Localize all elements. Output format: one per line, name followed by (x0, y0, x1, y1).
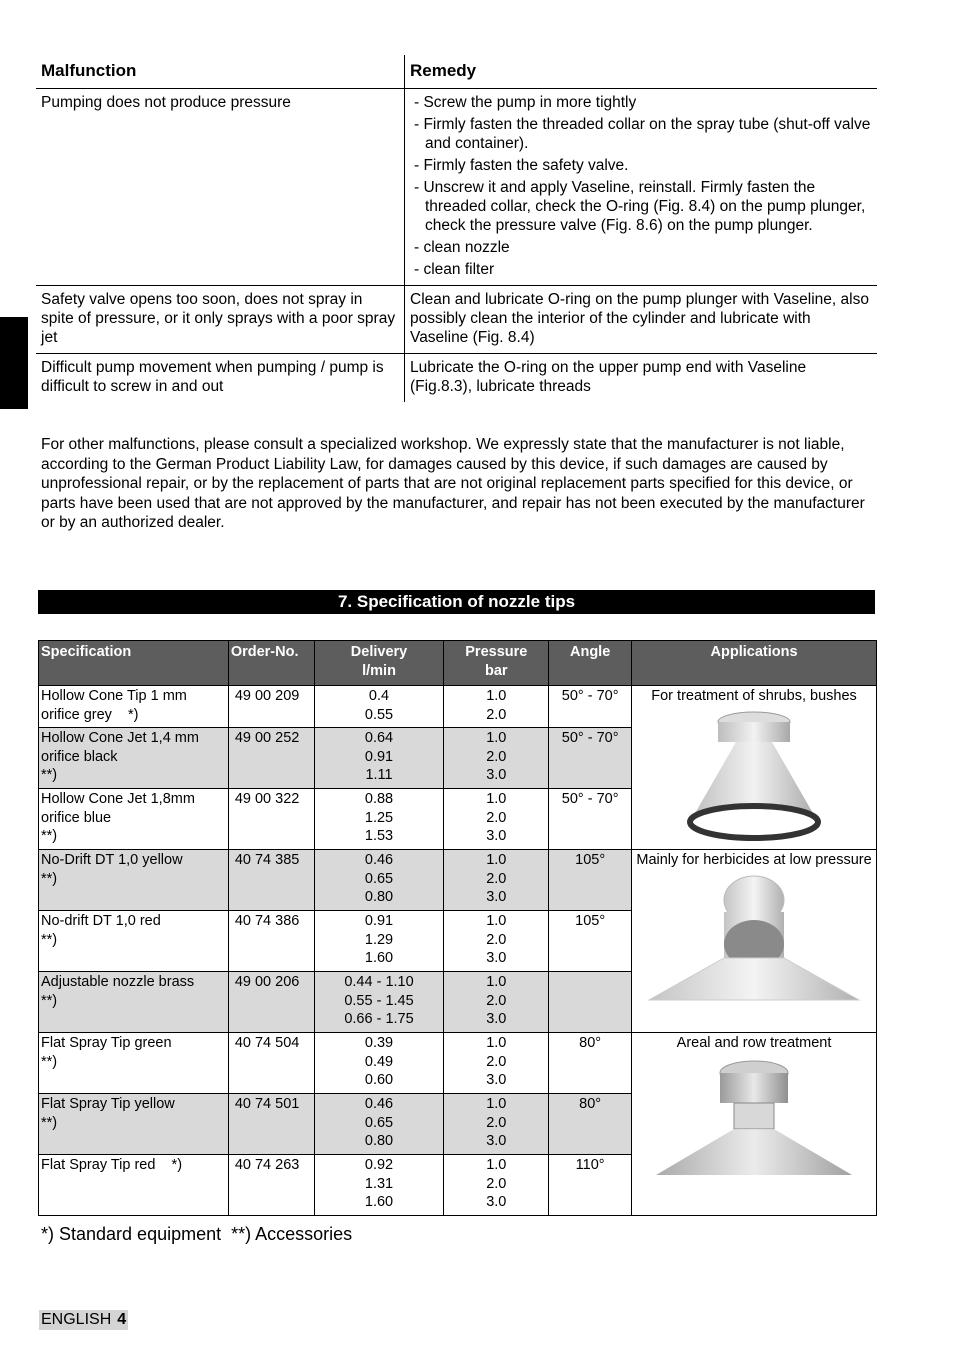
page-number: 4 (117, 1311, 127, 1328)
delivery-cell (314, 686, 444, 728)
order-no-cell: 49 00 322 (228, 789, 314, 850)
spec-line: Adjustable nozzle brass (41, 974, 195, 990)
delivery-value: 0.80 (364, 889, 394, 905)
remedy-item: - Screw the pump in more tightly (414, 94, 637, 111)
section-title: 7. Specification of nozzle tips (38, 590, 875, 614)
pressure-value: 1.0 (486, 1157, 507, 1173)
malfunction-cell: Difficult pump movement when pumping / pump is difficult to screw in and out (41, 359, 384, 395)
spec-cell (39, 686, 229, 728)
pressure-value: 1.0 (486, 1035, 507, 1051)
pressure-value: 1.0 (486, 791, 507, 807)
pressure-value: 1.0 (486, 730, 507, 746)
delivery-value: 0.80 (364, 1133, 394, 1149)
pressure-header-unit: bar (485, 662, 508, 679)
delivery-cell (314, 728, 444, 789)
delivery-cell (314, 850, 444, 911)
order-no-cell: 40 74 263 (228, 1155, 314, 1216)
spec-cell (39, 1155, 229, 1216)
order-no-cell: 40 74 501 (228, 1094, 314, 1155)
delivery-header-unit: l/min (362, 662, 396, 679)
malfunction-row (36, 286, 877, 354)
malfunction-row (36, 354, 877, 403)
spec-line: Flat Spray Tip yellow (41, 1096, 175, 1112)
angle-header: Angle (549, 641, 632, 686)
delivery-value: 0.66 - 1.75 (344, 1011, 414, 1027)
side-thumb-tab (0, 317, 28, 409)
nozzle-row (39, 850, 877, 911)
application-cell (632, 1033, 877, 1216)
pressure-value: 3.0 (486, 1011, 507, 1027)
remedy-item: - clean nozzle (414, 239, 510, 256)
angle-cell (549, 972, 632, 1033)
delivery-header-label: Delivery (350, 644, 408, 660)
footnote: *) Standard equipment **) Accessories (41, 1224, 353, 1244)
angle-cell: 105° (549, 850, 632, 911)
delivery-header (314, 641, 444, 686)
page-language: ENGLISH (41, 1311, 112, 1328)
remedy-cell (405, 89, 878, 286)
no-drift-nozzle-icon (644, 874, 864, 1002)
delivery-value: 0.46 (364, 852, 394, 868)
pressure-value: 3.0 (486, 828, 507, 844)
angle-cell: 50° - 70° (549, 686, 632, 728)
spec-line: Flat Spray Tip red *) (41, 1157, 183, 1173)
delivery-cell (314, 1033, 444, 1094)
delivery-value: 0.88 (364, 791, 394, 807)
spec-line: Hollow Cone Jet 1,8mm (41, 791, 195, 807)
spec-line: Hollow Cone Jet 1,4 mm (41, 730, 199, 746)
order-no-cell: 40 74 504 (228, 1033, 314, 1094)
application-cell (632, 850, 877, 1033)
pressure-cell (444, 686, 549, 728)
delivery-cell (314, 789, 444, 850)
pressure-cell (444, 1033, 549, 1094)
delivery-cell (314, 1094, 444, 1155)
spec-cell (39, 1033, 229, 1094)
malfunction-cell: Safety valve opens too soon, does not spray in spite of pressure, or it only sprays with a poor spray jet (36, 286, 405, 354)
pressure-value: 2.0 (486, 870, 507, 887)
angle-cell: 50° - 70° (549, 789, 632, 850)
pressure-value: 1.0 (486, 974, 507, 990)
pressure-value: 3.0 (486, 950, 507, 966)
delivery-value: 0.55 (364, 706, 394, 723)
malfunction-table (36, 55, 877, 402)
spec-line: **) (41, 992, 58, 1009)
pressure-value: 3.0 (486, 889, 507, 905)
delivery-cell (314, 972, 444, 1033)
delivery-value: 1.60 (364, 1194, 394, 1210)
delivery-value: 1.25 (364, 809, 394, 826)
order-no-cell: 40 74 385 (228, 850, 314, 911)
pressure-value: 2.0 (486, 1175, 507, 1192)
angle-cell: 80° (549, 1033, 632, 1094)
delivery-value: 1.31 (364, 1175, 394, 1192)
malfunction-cell: Pumping does not produce pressure (36, 89, 405, 286)
applications-header: Applications (632, 641, 877, 686)
pressure-value: 2.0 (486, 1114, 507, 1131)
angle-cell: 105° (549, 911, 632, 972)
delivery-value: 0.55 - 1.45 (344, 992, 414, 1009)
delivery-value: 0.92 (364, 1157, 394, 1173)
pressure-cell (444, 850, 549, 911)
angle-cell: 80° (549, 1094, 632, 1155)
delivery-value: 0.65 (364, 870, 394, 887)
order-no-cell: 49 00 209 (228, 686, 314, 728)
delivery-value: 0.4 (368, 688, 390, 704)
spec-line: No-Drift DT 1,0 yellow (41, 852, 183, 868)
pressure-cell (444, 911, 549, 972)
spec-line: **) (41, 931, 58, 948)
nozzle-header-row (39, 641, 877, 686)
delivery-value: 0.44 - 1.10 (344, 974, 414, 990)
flat-spray-nozzle-icon (654, 1057, 854, 1181)
application-text: Areal and row treatment (676, 1035, 832, 1051)
spec-cell (39, 850, 229, 911)
spec-line: No-drift DT 1,0 red (41, 913, 161, 929)
order-no-cell: 49 00 206 (228, 972, 314, 1033)
spec-line: Hollow Cone Tip 1 mm (41, 688, 187, 704)
delivery-value: 0.49 (364, 1053, 394, 1070)
pressure-cell (444, 789, 549, 850)
remedy-header: Remedy (405, 55, 878, 89)
order-no-cell: 49 00 252 (228, 728, 314, 789)
spec-line: **) (41, 1114, 58, 1131)
pressure-cell (444, 1155, 549, 1216)
liability-disclaimer: For other malfunctions, please consult a specialized workshop. We expressly state that the manufacturer is not liable, according to the German Product Liability Law, for damages caused by this device, if such damages are caused by unprofessional repair, or by the replacement of parts that are not original replacement parts specified for this device, or parts have been used that are not approved by the manufacturer, and repair has not been executed by the manufacturer or by an authorized dealer. (41, 436, 865, 531)
application-text: For treatment of shrubs, bushes (651, 688, 857, 704)
spec-line: **) (41, 1053, 58, 1070)
delivery-cell (314, 1155, 444, 1216)
delivery-value: 0.39 (364, 1035, 394, 1051)
spec-line: orifice black (41, 748, 118, 765)
delivery-value: 0.64 (364, 730, 394, 746)
angle-cell: 50° - 70° (549, 728, 632, 789)
angle-cell: 110° (549, 1155, 632, 1216)
spec-line: orifice grey *) (41, 706, 139, 723)
pressure-value: 3.0 (486, 1072, 507, 1088)
remedy-item: - Firmly fasten the safety valve. (414, 157, 629, 174)
hollow-cone-nozzle-icon (684, 710, 824, 842)
pressure-value: 1.0 (486, 852, 507, 868)
pressure-cell (444, 1094, 549, 1155)
pressure-value: 3.0 (486, 1194, 507, 1210)
spec-cell (39, 728, 229, 789)
pressure-value: 3.0 (486, 767, 507, 783)
nozzle-row (39, 686, 877, 728)
nozzle-row (39, 1033, 877, 1094)
specification-header: Specification (39, 641, 229, 686)
spec-line: **) (41, 828, 58, 844)
malfunction-header-row (36, 55, 877, 89)
delivery-value: 0.46 (364, 1096, 394, 1112)
delivery-value: 0.91 (364, 748, 394, 765)
malfunction-header: Malfunction (36, 55, 405, 89)
delivery-cell (314, 911, 444, 972)
delivery-value: 0.91 (364, 913, 394, 929)
pressure-value: 1.0 (486, 913, 507, 929)
spec-line: orifice blue (41, 809, 112, 826)
delivery-value: 1.11 (365, 767, 393, 783)
delivery-value: 0.65 (364, 1114, 394, 1131)
spec-cell (39, 972, 229, 1033)
delivery-value: 1.53 (364, 828, 394, 844)
page-label (39, 1310, 128, 1330)
pressure-cell (444, 728, 549, 789)
spec-cell (39, 1094, 229, 1155)
pressure-value: 2.0 (486, 931, 507, 948)
spec-line: Flat Spray Tip green (41, 1035, 172, 1051)
pressure-value: 2.0 (486, 748, 507, 765)
nozzle-spec-table (38, 640, 877, 1216)
pressure-value: 2.0 (486, 1053, 507, 1070)
pressure-value: 1.0 (486, 1096, 507, 1112)
spec-cell (39, 911, 229, 972)
application-text: Mainly for herbicides at low pressure (636, 852, 872, 868)
delivery-value: 0.60 (364, 1072, 394, 1088)
order-no-header: Order-No. (228, 641, 314, 686)
delivery-value: 1.29 (364, 931, 394, 948)
remedy-item: - Unscrew it and apply Vaseline, reinstall. Firmly fasten the threaded collar, check the O-ring (Fig. 8.4) on the pump plunger, check the pressure valve (Fig. 8.6) on the pump plunger. (414, 179, 866, 234)
pressure-cell (444, 972, 549, 1033)
pressure-value: 1.0 (486, 688, 507, 704)
remedy-cell: Clean and lubricate O-ring on the pump plunger with Vaseline, also possibly clean the interior of the cylinder and lubricate with Vaseline (Fig. 8.4) (405, 286, 878, 354)
delivery-value: 1.60 (364, 950, 394, 966)
pressure-header-label: Pressure (465, 644, 528, 660)
remedy-item: - Firmly fasten the threaded collar on the spray tube (shut-off valve and container). (414, 116, 871, 152)
spec-line: **) (41, 767, 58, 783)
pressure-value: 2.0 (486, 809, 507, 826)
pressure-value: 2.0 (486, 706, 507, 723)
spec-cell (39, 789, 229, 850)
spec-line: **) (41, 870, 58, 887)
pressure-value: 2.0 (486, 992, 507, 1009)
malfunction-row (36, 89, 877, 286)
remedy-cell: Lubricate the O-ring on the upper pump end with Vaseline (Fig.8.3), lubricate threads (405, 354, 878, 403)
order-no-cell: 40 74 386 (228, 911, 314, 972)
application-cell (632, 686, 877, 850)
remedy-item: - clean filter (414, 261, 495, 278)
pressure-header (444, 641, 549, 686)
pressure-value: 3.0 (486, 1133, 507, 1149)
